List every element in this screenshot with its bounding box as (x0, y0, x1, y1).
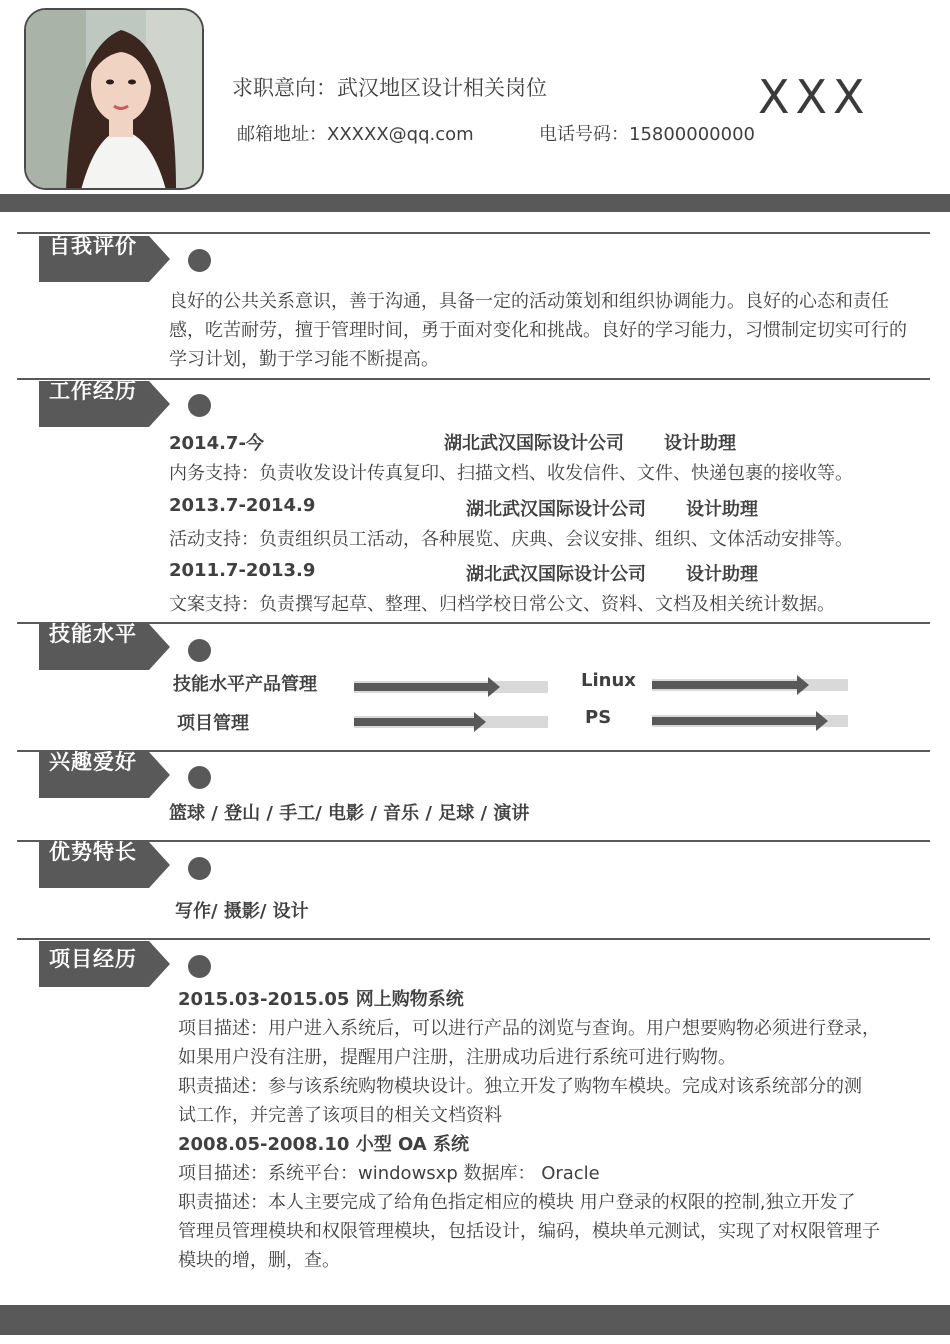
bullet-dot-icon (188, 249, 211, 272)
skill-progress-fill (354, 718, 476, 726)
project-line: 管理员管理模块和权限管理模块，包括设计，编码，模块单元测试，实现了对权限管理子 (178, 1221, 880, 1242)
bullet-dot-icon (188, 857, 211, 880)
work-description: 活动支持：负责组织员工活动，各种展览、庆典、会议安排、组织、文体活动安排等。 (169, 529, 853, 550)
skill-label: PS (585, 707, 612, 728)
section-tag-hobby (39, 752, 170, 798)
section-tag-project (39, 941, 170, 987)
strength-list: 写作/ 摄影/ 设计 (175, 901, 309, 922)
email-address: 邮箱地址：XXXXX@qq.com (237, 124, 474, 145)
skill-progress-bar (354, 681, 548, 693)
hobby-list: 篮球 / 登山 / 手工/ 电影 / 音乐 / 足球 / 演讲 (169, 803, 530, 824)
portrait-photo (26, 10, 204, 190)
work-company: 湖北武汉国际设计公司 (466, 499, 646, 520)
section-title: 项目经历 (49, 947, 137, 971)
project-line: 如果用户没有注册，提醒用户注册，注册成功后进行系统可进行购物。 (178, 1047, 736, 1068)
skill-label: 技能水平产品管理 (173, 674, 317, 695)
footer-bar (0, 1305, 950, 1335)
section-tag-self (39, 236, 170, 282)
bullet-dot-icon (188, 394, 211, 417)
skill-arrow-icon (474, 712, 486, 732)
project-list (178, 985, 918, 1275)
section-tag-work (39, 381, 170, 427)
project-heading: 2008.05-2008.10 小型 OA 系统 (178, 1134, 469, 1155)
section-divider (17, 232, 930, 234)
work-period: 2013.7-2014.9 (169, 495, 316, 516)
section-divider (17, 938, 930, 940)
bullet-dot-icon (188, 955, 211, 978)
section-title: 兴趣爱好 (49, 750, 137, 774)
skill-arrow-icon (797, 675, 809, 695)
section-title: 优势特长 (49, 840, 137, 864)
job-intent: 求职意向：武汉地区设计相关岗位 (232, 76, 547, 100)
skill-progress-fill (652, 681, 799, 689)
skill-progress-bar (652, 679, 848, 691)
section-tag-skills (39, 624, 170, 670)
project-line: 项目描述：系统平台：windowsxp 数据库： Oracle (178, 1163, 600, 1184)
skill-progress-fill (652, 717, 818, 725)
skill-label: Linux (581, 670, 636, 691)
skill-progress-fill (354, 683, 490, 691)
work-period: 2011.7-2013.9 (169, 560, 316, 581)
section-title: 技能水平 (49, 622, 137, 646)
project-line: 职责描述：参与该系统购物模块设计。独立开发了购物车模块。完成对该系统部分的测 (178, 1076, 862, 1097)
work-company: 湖北武汉国际设计公司 (444, 433, 624, 454)
section-title: 自我评价 (49, 234, 137, 258)
section-title: 工作经历 (49, 379, 137, 403)
section-tag-strength (39, 842, 170, 888)
self-evaluation-text: 良好的公共关系意识，善于沟通，具备一定的活动策划和组织协调能力。良好的心态和责任感，吃苦耐劳，擅于管理时间，勇于面对变化和挑战。良好的学习能力，习惯制定切实可行的学习计划，勤于学习能不断提高。 (169, 291, 907, 370)
skill-progress-bar (652, 715, 848, 727)
project-heading: 2015.03-2015.05 网上购物系统 (178, 989, 464, 1010)
skill-arrow-icon (816, 711, 828, 731)
candidate-name: XXX (758, 70, 871, 124)
bullet-dot-icon (188, 766, 211, 789)
skill-progress-bar (354, 716, 548, 728)
header-divider-bar (0, 194, 950, 212)
profile-photo (24, 8, 204, 190)
phone-number: 电话号码：15800000000 (539, 124, 755, 145)
work-period: 2014.7-今 (169, 433, 264, 454)
project-line: 项目描述：用户进入系统后，可以进行产品的浏览与查询。用户想要购物必须进行登录， (178, 1018, 880, 1039)
work-role: 设计助理 (664, 433, 736, 454)
project-line: 试工作，并完善了该项目的相关文档资料 (178, 1105, 502, 1126)
project-line: 模块的增，删，查。 (178, 1250, 340, 1271)
work-company: 湖北武汉国际设计公司 (466, 564, 646, 585)
work-role: 设计助理 (686, 499, 758, 520)
bullet-dot-icon (188, 639, 211, 662)
work-description: 文案支持：负责撰写起草、整理、归档学校日常公文、资料、文档及相关统计数据。 (169, 594, 835, 615)
skill-label: 项目管理 (177, 713, 249, 734)
section-divider (17, 378, 930, 380)
work-description: 内务支持：负责收发设计传真复印、扫描文档、收发信件、文件、快递包裹的接收等。 (169, 463, 853, 484)
work-role: 设计助理 (686, 564, 758, 585)
skill-arrow-icon (488, 677, 500, 697)
project-line: 职责描述：本人主要完成了给角色指定相应的模块 用户登录的权限的控制,独立开发了 (178, 1192, 856, 1213)
